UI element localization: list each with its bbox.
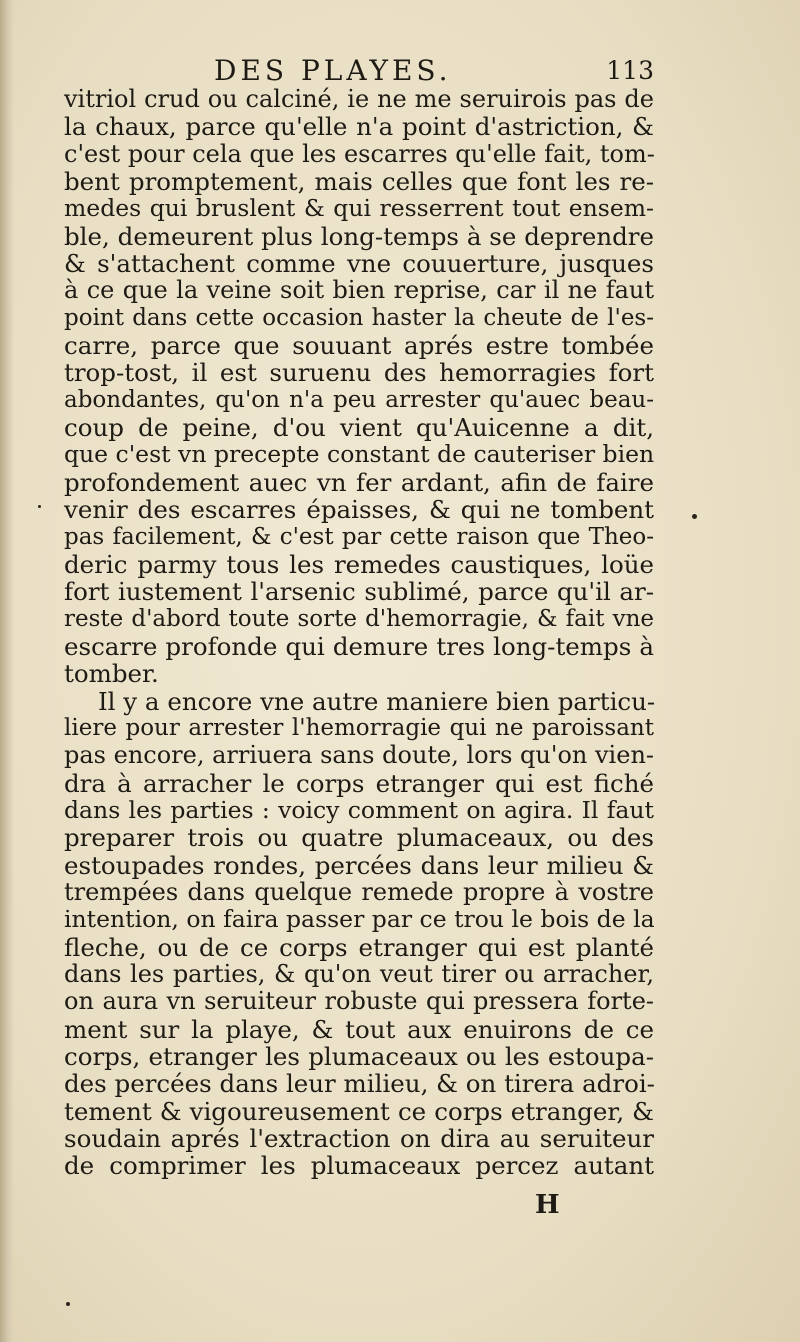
text-line: coup de peine, d'ou vient qu'Auicenne a dit, xyxy=(64,413,654,443)
text-line: la chaux, parce qu'elle n'a point d'astriction, & xyxy=(64,112,654,142)
ink-speck xyxy=(66,1302,70,1306)
text-line: de comprimer les plumaceaux percez autant xyxy=(64,1151,654,1181)
text-line: carre, parce que souuant aprés estre tombée xyxy=(64,331,654,361)
text-line: liere pour arrester l'hemorragie qui ne paroissant xyxy=(64,714,654,741)
text-line: des percées dans leur milieu, & on tirera adroi- xyxy=(64,1069,655,1099)
text-line: escarre profonde qui demure tres long-temps à xyxy=(64,631,654,661)
text-line: bent promptement, mais celles que font les re- xyxy=(64,167,654,197)
text-line: point dans cette occasion haster la cheute de l'es- xyxy=(64,304,654,331)
text-line: dans les parties, & qu'on veut tirer ou arracher, xyxy=(64,960,654,988)
text-line: dans les parties : voicy comment on agira. Il faut xyxy=(64,795,654,824)
text-line: soudain aprés l'extraction on dira au seruiteur xyxy=(64,1124,654,1154)
text-line: & s'attachent comme vne couuerture, jusques xyxy=(64,249,654,279)
page-number: 113 xyxy=(606,56,654,85)
text-line: deric parmy tous les remedes caustiques, loüe xyxy=(64,549,654,579)
text-line: pas encore, arriuera sans doute, lors qu'on vien- xyxy=(64,741,655,770)
text-line: estoupades rondes, percées dans leur milieu & xyxy=(64,850,654,880)
text-line: venir des escarres épaisses, & qui ne tombent xyxy=(64,495,654,525)
text-line: on aura vn seruiteur robuste qui pressera forte- xyxy=(64,987,654,1016)
binding-edge xyxy=(0,0,14,1342)
text-line: preparer trois ou quatre plumaceaux, ou des xyxy=(64,823,654,853)
text-line: à ce que la veine soit bien reprise, car il ne faut xyxy=(64,276,654,305)
running-title: DES PLAYES. xyxy=(214,54,452,87)
text-line: ment sur la playe, & tout aux enuirons de ce xyxy=(64,1014,654,1044)
paragraph-start-line: Il y a encore vne autre maniere bien particu- xyxy=(98,686,656,716)
text-line: reste d'abord toute sorte d'hemorragie, & fait vne xyxy=(64,605,654,632)
ink-speck xyxy=(692,514,697,519)
text-line: c'est pour cela que les escarres qu'elle fait, tom- xyxy=(64,139,655,168)
text-line: fort iustement l'arsenic sublimé, parce qu'il ar- xyxy=(64,577,654,607)
text-line: profondement auec vn fer ardant, afin de faire xyxy=(64,467,654,497)
text-line: pas facilement, & c'est par cette raison que Theo- xyxy=(64,523,654,550)
text-line: medes qui bruslent & qui resserrent tout ensem- xyxy=(64,194,654,223)
text-line: intention, on faira passer par ce trou le bois de la xyxy=(64,905,655,934)
text-line: ble, demeurent plus long-temps à se deprendre xyxy=(64,221,654,251)
text-line: que c'est vn precepte constant de cauteriser bien xyxy=(64,440,655,469)
body-text xyxy=(64,86,654,1180)
text-line: abondantes, qu'on n'a peu arrester qu'auec beau- xyxy=(64,386,654,413)
text-line: dra à arracher le corps etranger qui est fiché xyxy=(64,768,654,798)
text-line: tement & vigoureusement ce corps etranger, & xyxy=(64,1096,654,1126)
text-line: corps, etranger les plumaceaux ou les estoupa- xyxy=(64,1042,654,1072)
text-line: trempées dans quelque remede propre à vostre xyxy=(64,877,654,906)
text-line: trop-tost, il est suruenu des hemorragies fort xyxy=(64,358,654,388)
ink-speck xyxy=(38,505,41,508)
running-head xyxy=(64,54,654,88)
signature-mark: H xyxy=(535,1190,560,1220)
text-line: fleche, ou de ce corps etranger qui est planté xyxy=(64,932,654,962)
text-line: vitriol crud ou calciné, ie ne me seruirois pas de xyxy=(64,85,654,113)
paragraph-end-line: tomber. xyxy=(64,659,159,689)
